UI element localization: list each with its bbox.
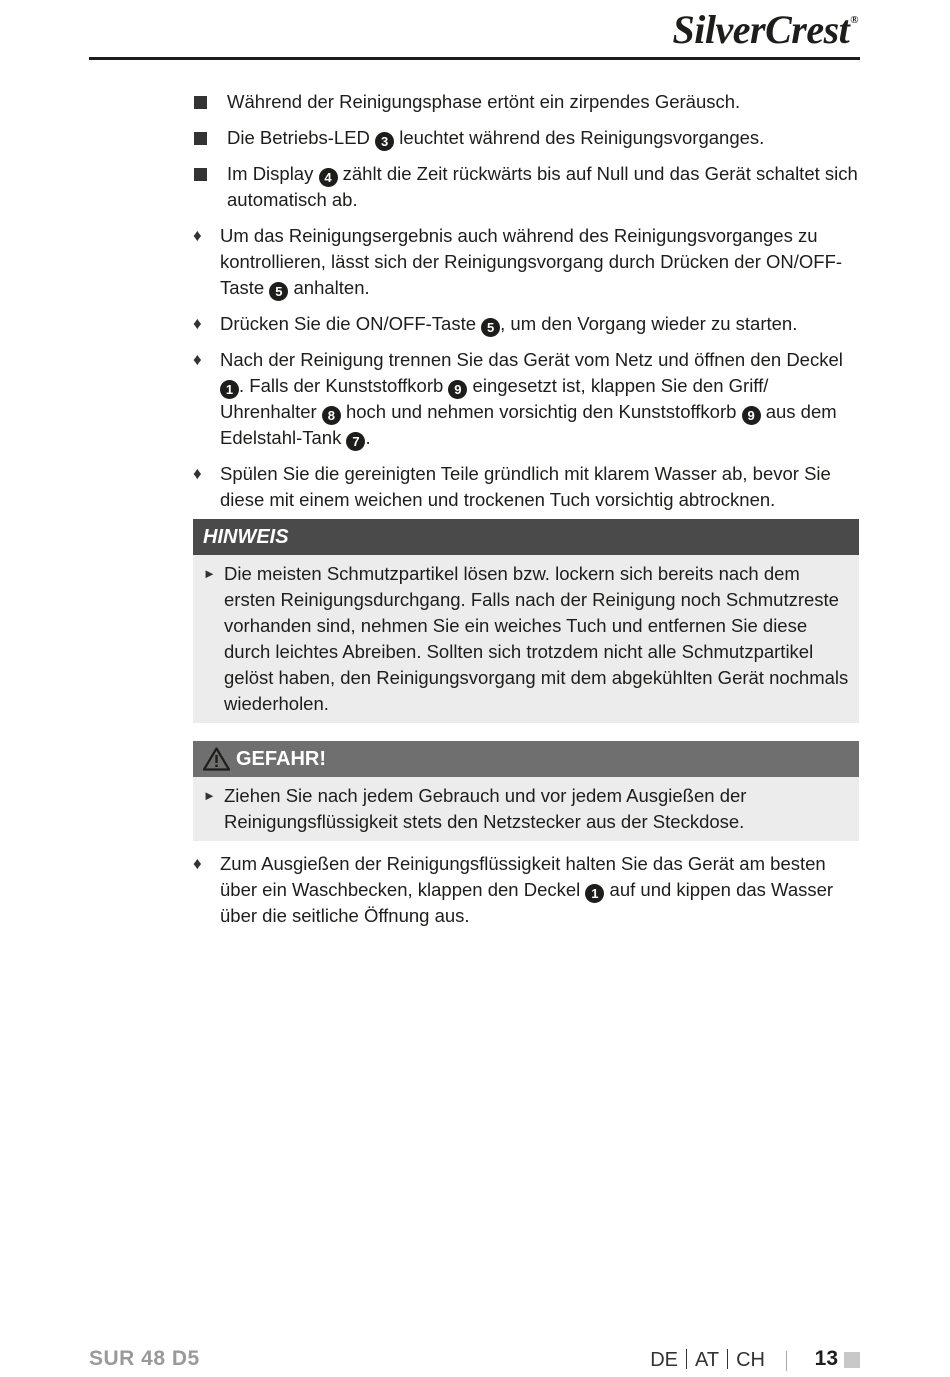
arrow-right-icon: ► — [203, 788, 216, 803]
square-bullet-icon — [194, 96, 207, 109]
diamond-bullet-icon: ♦ — [193, 350, 202, 369]
list-item: ♦ Spülen Sie die gereinigten Teile gründlich mit klarem Wasser ab, bevor Sie diese mit einem weichen und trockenen Tuch vorsichtig abtrocknen. — [193, 463, 831, 510]
danger-body: ► Ziehen Sie nach jedem Gebrauch und vor jedem Ausgießen der Reinigungsflüssigkeit stets den Netzstecker aus der Steckdose. — [203, 785, 747, 832]
list-item: Die Betriebs-LED 3 leuchtet während des Reinigungsvorganges. — [193, 125, 859, 151]
list-item: ♦ Nach der Reinigung trennen Sie das Gerät vom Netz und öffnen den Deckel 1 . Falls der Kunststoffkorb 9 eingesetzt ist, klappen Sie den Griff/ Uhrenhalter 8 hoch und nehmen vorsichtig den Kunststoffkorb 9 aus dem Edelstahl-Tank 7 . — [193, 349, 843, 449]
list-item: ♦ Zum Ausgießen der Reinigungsflüssigkeit halten Sie das Gerät am besten über ein Waschbecken, klappen den Deckel 1 auf und kippen das Wasser über die seitliche Öffnung aus. — [193, 853, 834, 926]
part-number-badge: 7 — [346, 432, 365, 451]
danger-box — [193, 741, 859, 841]
part-number-badge: 3 — [375, 132, 394, 151]
danger-title: GEFAHR! — [236, 748, 326, 770]
square-bullet-icon — [194, 132, 207, 145]
part-number-badge: 1 — [220, 380, 239, 399]
part-number-badge: 9 — [742, 406, 761, 425]
divider — [727, 1349, 728, 1369]
model-number: SUR 48 D5 — [89, 1347, 200, 1370]
part-number-badge: 1 — [585, 884, 604, 903]
diamond-bullet-icon: ♦ — [193, 464, 202, 483]
header-rule — [89, 57, 860, 60]
list-item: Im Display 4 zählt die Zeit rückwärts bis auf Null und das Gerät schaltet sich automatisch ab. — [193, 161, 859, 213]
divider — [686, 1349, 687, 1369]
divider — [786, 1351, 787, 1371]
part-number-badge: 4 — [319, 168, 338, 187]
part-number-badge: 8 — [322, 406, 341, 425]
note-box — [193, 519, 859, 723]
diamond-bullet-icon: ♦ — [193, 226, 202, 245]
diamond-bullet-icon: ♦ — [193, 854, 202, 873]
warning-triangle-icon — [203, 747, 230, 771]
page-footer — [89, 1347, 860, 1377]
item-text: Während der Reinigungsphase ertönt ein zirpendes Geräusch. — [227, 91, 741, 112]
brand-logo: SilverCrest® — [672, 7, 858, 52]
page-content — [193, 89, 859, 939]
note-title: HINWEIS — [193, 519, 859, 555]
part-number-badge: 9 — [448, 380, 467, 399]
list-item: ♦ Drücken Sie die ON/OFF-Taste 5 , um den Vorgang wieder zu starten. — [193, 313, 798, 335]
arrow-right-icon: ► — [203, 566, 216, 581]
danger-header — [193, 741, 859, 777]
part-number-badge: 5 — [481, 318, 500, 337]
page-marker — [844, 1352, 860, 1368]
list-item — [193, 89, 859, 115]
page-number: 13 — [814, 1347, 838, 1370]
note-body: ► Die meisten Schmutzpartikel lösen bzw. lockern sich bereits nach dem ersten Reinigungsdurchgang. Falls nach der Reinigung noch Schmutzreste vorhanden sind, nehmen Sie ein weiches Tuch und entfernen Sie diese durch leichtes Abreiben. Sollten sich trotzdem nicht alle Schmutzpartikel gelöst haben, den Reinigungsvorgang mit dem abgekühlten Gerät nochmals wiederholen. — [203, 563, 849, 714]
diamond-bullet-icon: ♦ — [193, 314, 202, 333]
country-codes: DE AT CH — [650, 1349, 765, 1371]
part-number-badge: 5 — [269, 282, 288, 301]
square-bullet-icon — [194, 168, 207, 181]
list-item: ♦ Um das Reinigungsergebnis auch während des Reinigungsvorganges zu kontrollieren, lässt sich der Reinigungsvorgang durch Drücken der ON/OFF-Taste 5 anhalten. — [193, 225, 843, 299]
registered-mark: ® — [850, 14, 858, 26]
